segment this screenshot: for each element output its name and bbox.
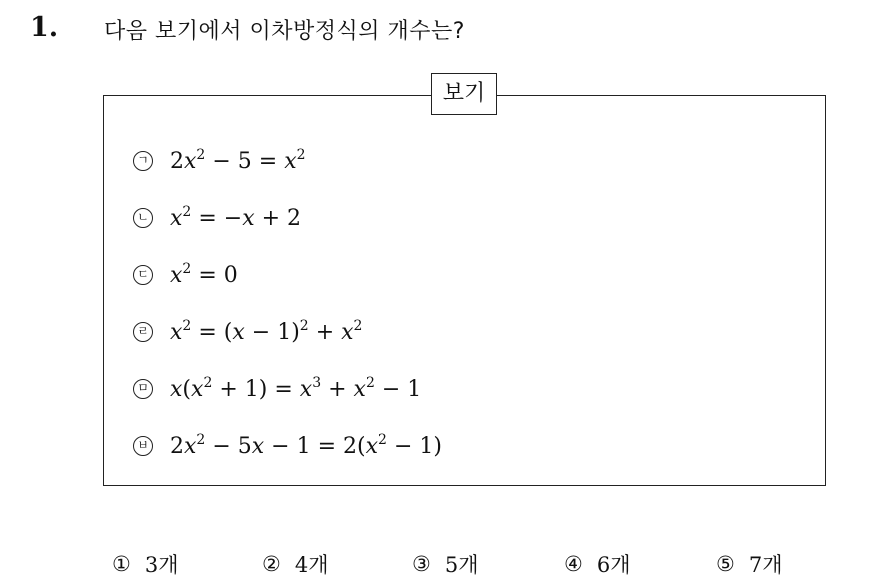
bogi-item-3 <box>133 260 238 290</box>
choice-number: ⑤ <box>716 552 735 576</box>
answer-choices <box>112 549 812 579</box>
bogi-item-2 <box>133 203 301 233</box>
question-text: 다음 보기에서 이차방정식의 개수는? <box>104 19 465 44</box>
item-marker: ㄱ <box>133 151 153 171</box>
choice-3[interactable] <box>412 549 478 579</box>
item-expression: $x^2 = (x - 1)^2 + x^2$ <box>170 317 363 345</box>
choice-1[interactable] <box>112 549 178 579</box>
choice-text: 6개 <box>596 553 631 577</box>
item-marker: ㅁ <box>133 379 153 399</box>
item-marker: ㄷ <box>133 265 153 285</box>
bogi-title: 보기 <box>431 73 497 115</box>
choice-text: 4개 <box>294 553 329 577</box>
question-number: 1. <box>30 12 59 43</box>
choice-4[interactable] <box>564 549 630 579</box>
choice-text: 3개 <box>144 553 179 577</box>
bogi-item-5 <box>133 374 421 404</box>
item-marker: ㄴ <box>133 208 153 228</box>
choice-number: ② <box>262 552 281 576</box>
bogi-item-6 <box>133 431 442 461</box>
item-expression: $x^2 = 0$ <box>170 260 238 288</box>
item-marker: ㅂ <box>133 436 153 456</box>
item-marker: ㄹ <box>133 322 153 342</box>
item-expression: $2x^2 - 5 = x^2$ <box>170 146 306 174</box>
bogi-item-4 <box>133 317 362 347</box>
choice-number: ① <box>112 552 131 576</box>
choice-2[interactable] <box>262 549 328 579</box>
item-expression: $x(x^2 + 1) = x^3 + x^2 - 1$ <box>170 374 422 402</box>
item-expression: $2x^2 - 5x - 1 = 2(x^2 - 1)$ <box>170 431 442 459</box>
choice-text: 5개 <box>444 553 479 577</box>
choice-text: 7개 <box>748 553 783 577</box>
choice-number: ③ <box>412 552 431 576</box>
bogi-item-1 <box>133 146 306 176</box>
choice-5[interactable] <box>716 549 782 579</box>
item-expression: $x^2 = -x + 2$ <box>170 203 302 231</box>
choice-number: ④ <box>564 552 583 576</box>
